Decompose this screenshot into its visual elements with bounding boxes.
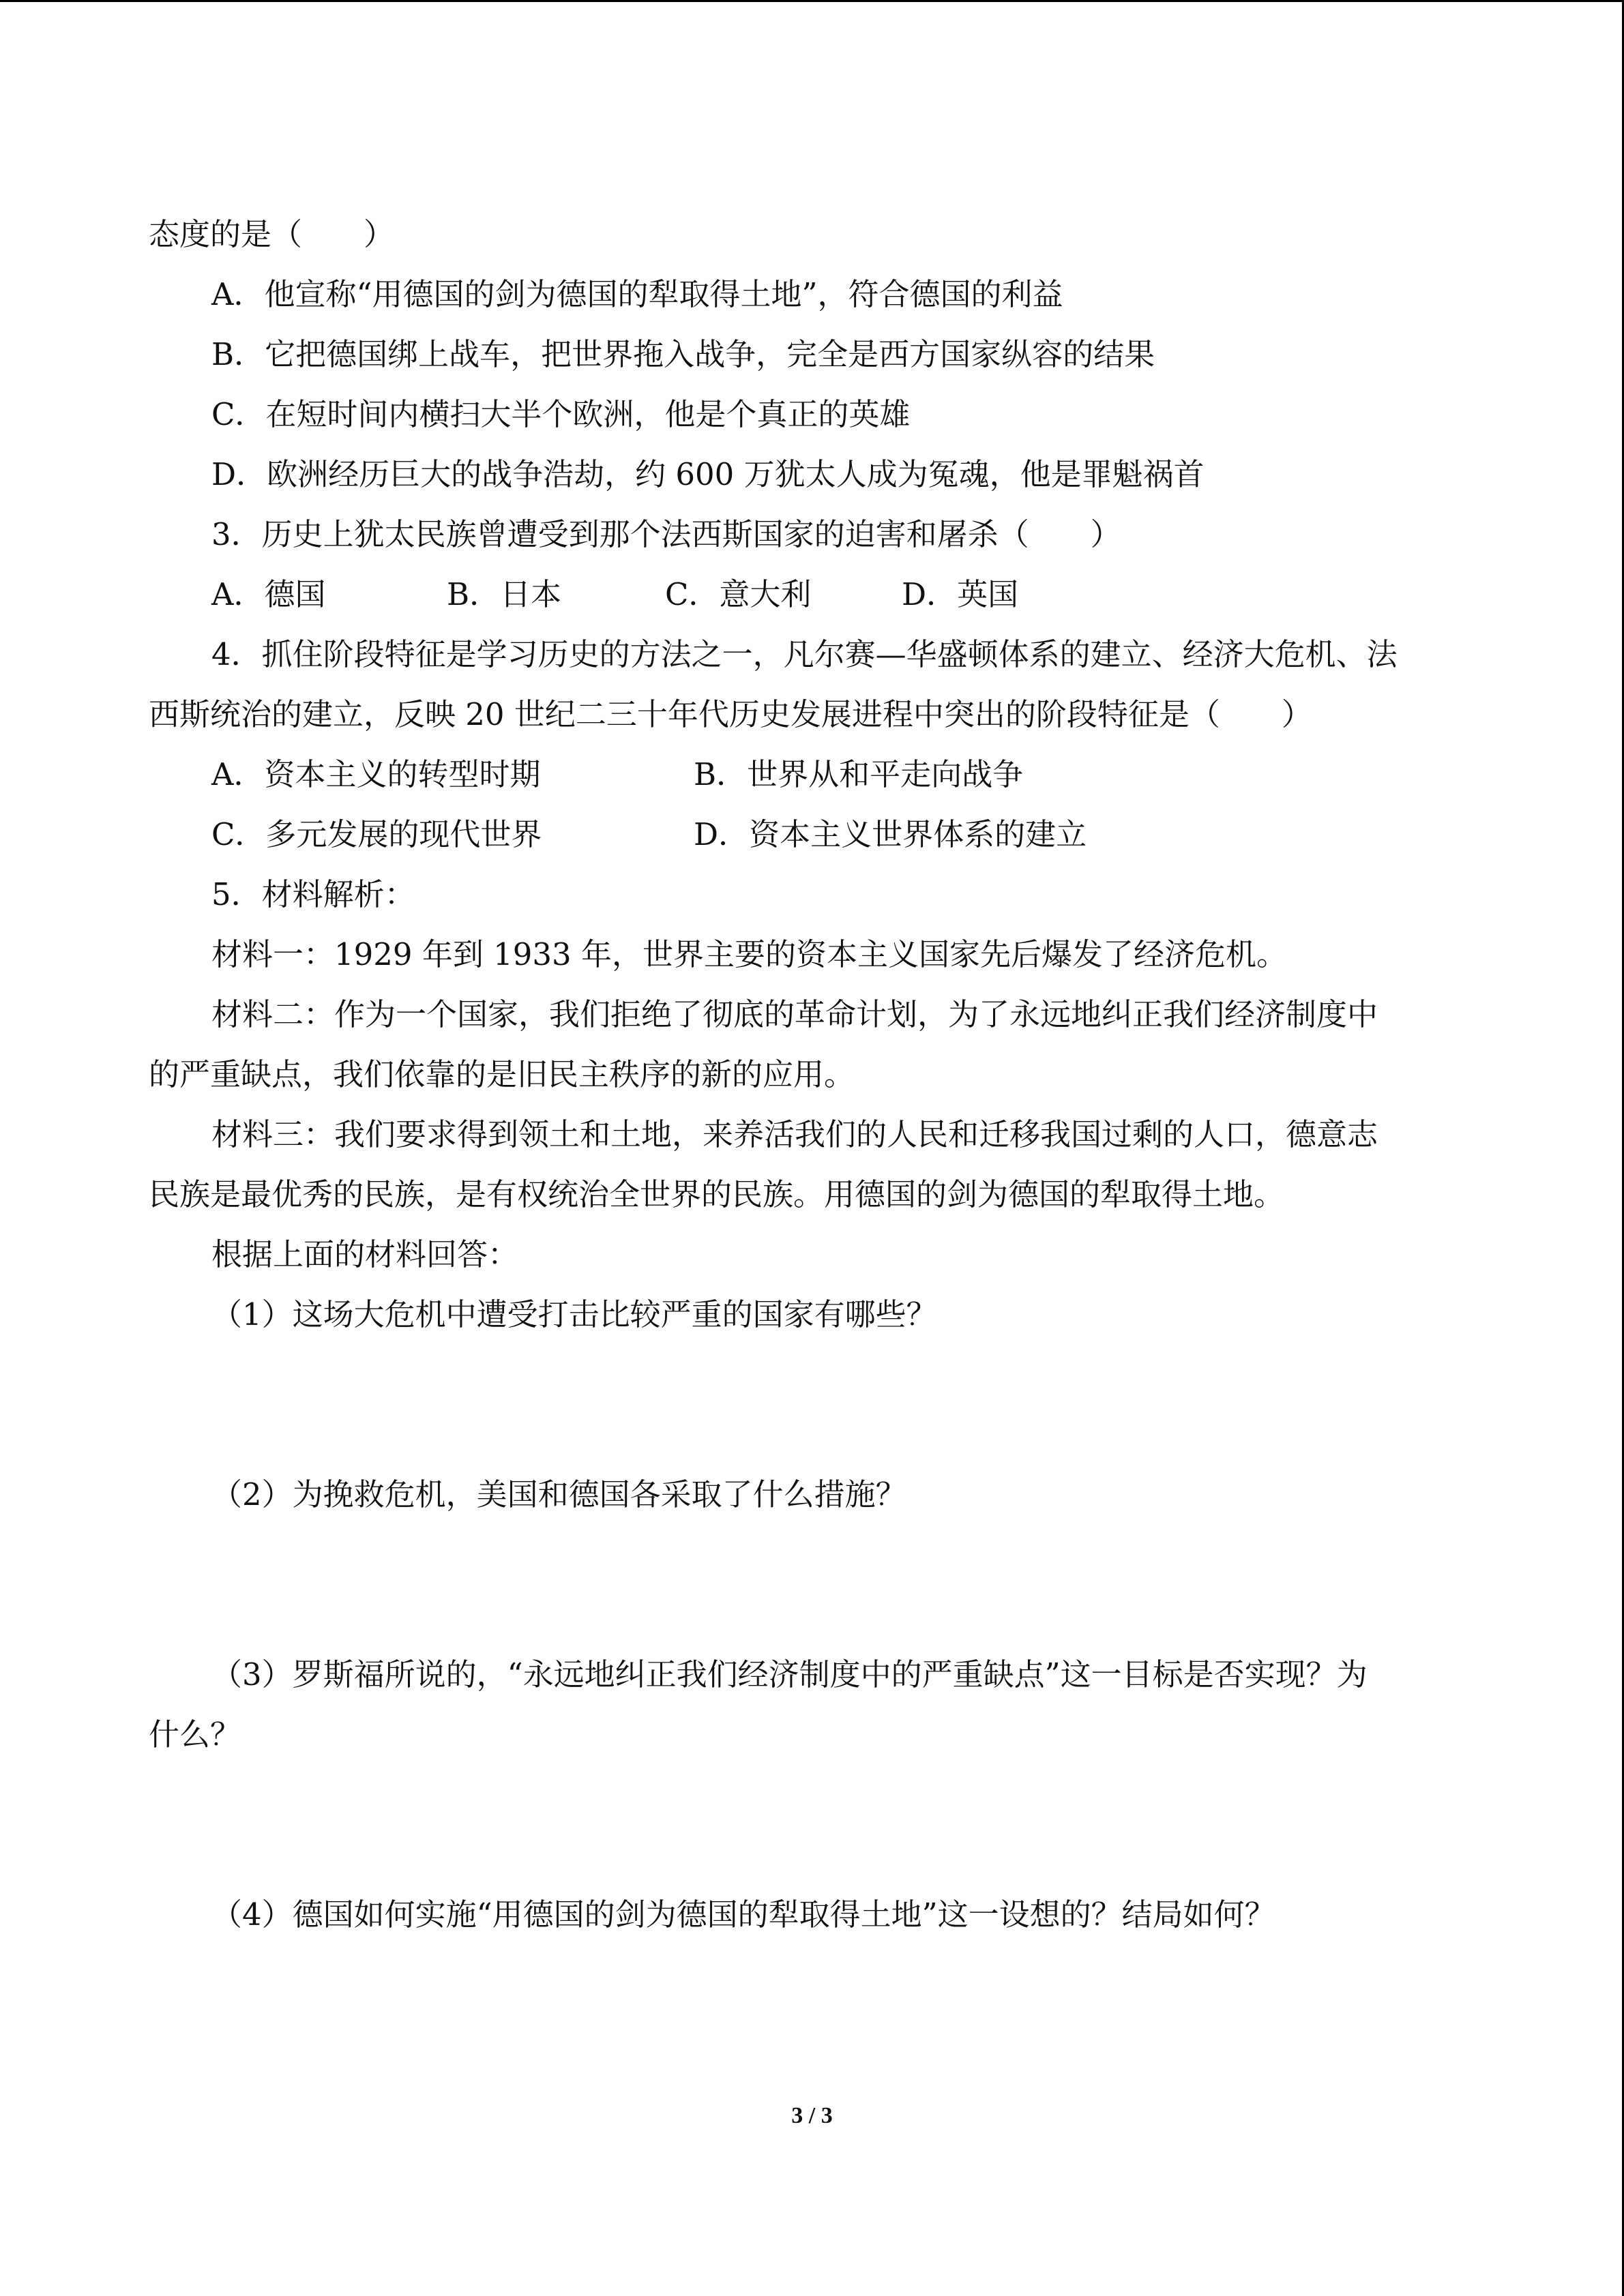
q5-prompt: 根据上面的材料回答： [211,1236,519,1272]
q5-sub-question-3-line1: （3）罗斯福所说的，“永远地纠正我们经济制度中的严重缺点”这一目标是否实现？为 [211,1656,1368,1693]
q5-material-3-line2: 民族是最优秀的民族，是有权统治全世界的民族。用德国的剑为德国的犁取得土地。 [149,1176,1285,1212]
q3-option-d: D．英国 [902,576,1019,612]
q3-option-c: C．意大利 [665,576,812,612]
q4-stem-line1: 4．抓住阶段特征是学习历史的方法之一，凡尔赛—华盛顿体系的建立、经济大危机、法 [211,636,1398,672]
q4-option-d: D．资本主义世界体系的建立 [694,816,1087,852]
q5-sub-question-3-line2: 什么？ [149,1716,241,1753]
q5-title: 5．材料解析： [211,876,415,912]
q3-option-a: A．德国 [211,576,326,612]
q5-sub-question-2: （2）为挽救危机，美国和德国各采取了什么措施？ [211,1476,906,1512]
q2-stem-tail: 态度的是（ ） [149,216,395,252]
q5-material-2-line1: 材料二：作为一个国家，我们拒绝了彻底的革命计划，为了永远地纠正我们经济制度中 [211,996,1378,1032]
q5-material-1: 材料一：1929 年到 1933 年，世界主要的资本主义国家先后爆发了经济危机。 [211,936,1287,972]
q4-option-b: B．世界从和平走向战争 [694,756,1024,792]
q3-stem: 3．历史上犹太民族曾遭受到那个法西斯国家的迫害和屠杀（ ） [211,516,1121,552]
q4-stem-line2: 西斯统治的建立，反映 20 世纪二三十年代历史发展进程中突出的阶段特征是（ ） [149,696,1312,732]
q5-material-2-line2: 的严重缺点，我们依靠的是旧民主秩序的新的应用。 [149,1056,855,1092]
q2-option-d: D．欧洲经历巨大的战争浩劫，约 600 万犹太人成为冤魂，他是罪魁祸首 [211,456,1205,492]
q2-option-a: A．他宣称“用德国的剑为德国的犁取得土地”，符合德国的利益 [211,276,1063,312]
q3-option-b: B．日本 [447,576,562,612]
page-border-top [0,0,1624,2]
q5-material-3-line1: 材料三：我们要求得到领土和土地，来养活我们的人民和迁移我国过剩的人口，德意志 [211,1116,1378,1152]
q4-option-c: C．多元发展的现代世界 [211,816,542,852]
q5-sub-question-4: （4）德国如何实施“用德国的剑为德国的犁取得土地”这一设想的？结局如何？ [211,1896,1275,1933]
q5-sub-question-1: （1）这场大危机中遭受打击比较严重的国家有哪些？ [211,1296,937,1332]
q4-option-a: A．资本主义的转型时期 [211,756,541,792]
q2-option-b: B．它把德国绑上战车，把世界拖入战争，完全是西方国家纵容的结果 [211,336,1155,372]
page-number: 3 / 3 [791,2103,833,2128]
q2-option-c: C．在短时间内横扫大半个欧洲，他是个真正的英雄 [211,396,911,432]
